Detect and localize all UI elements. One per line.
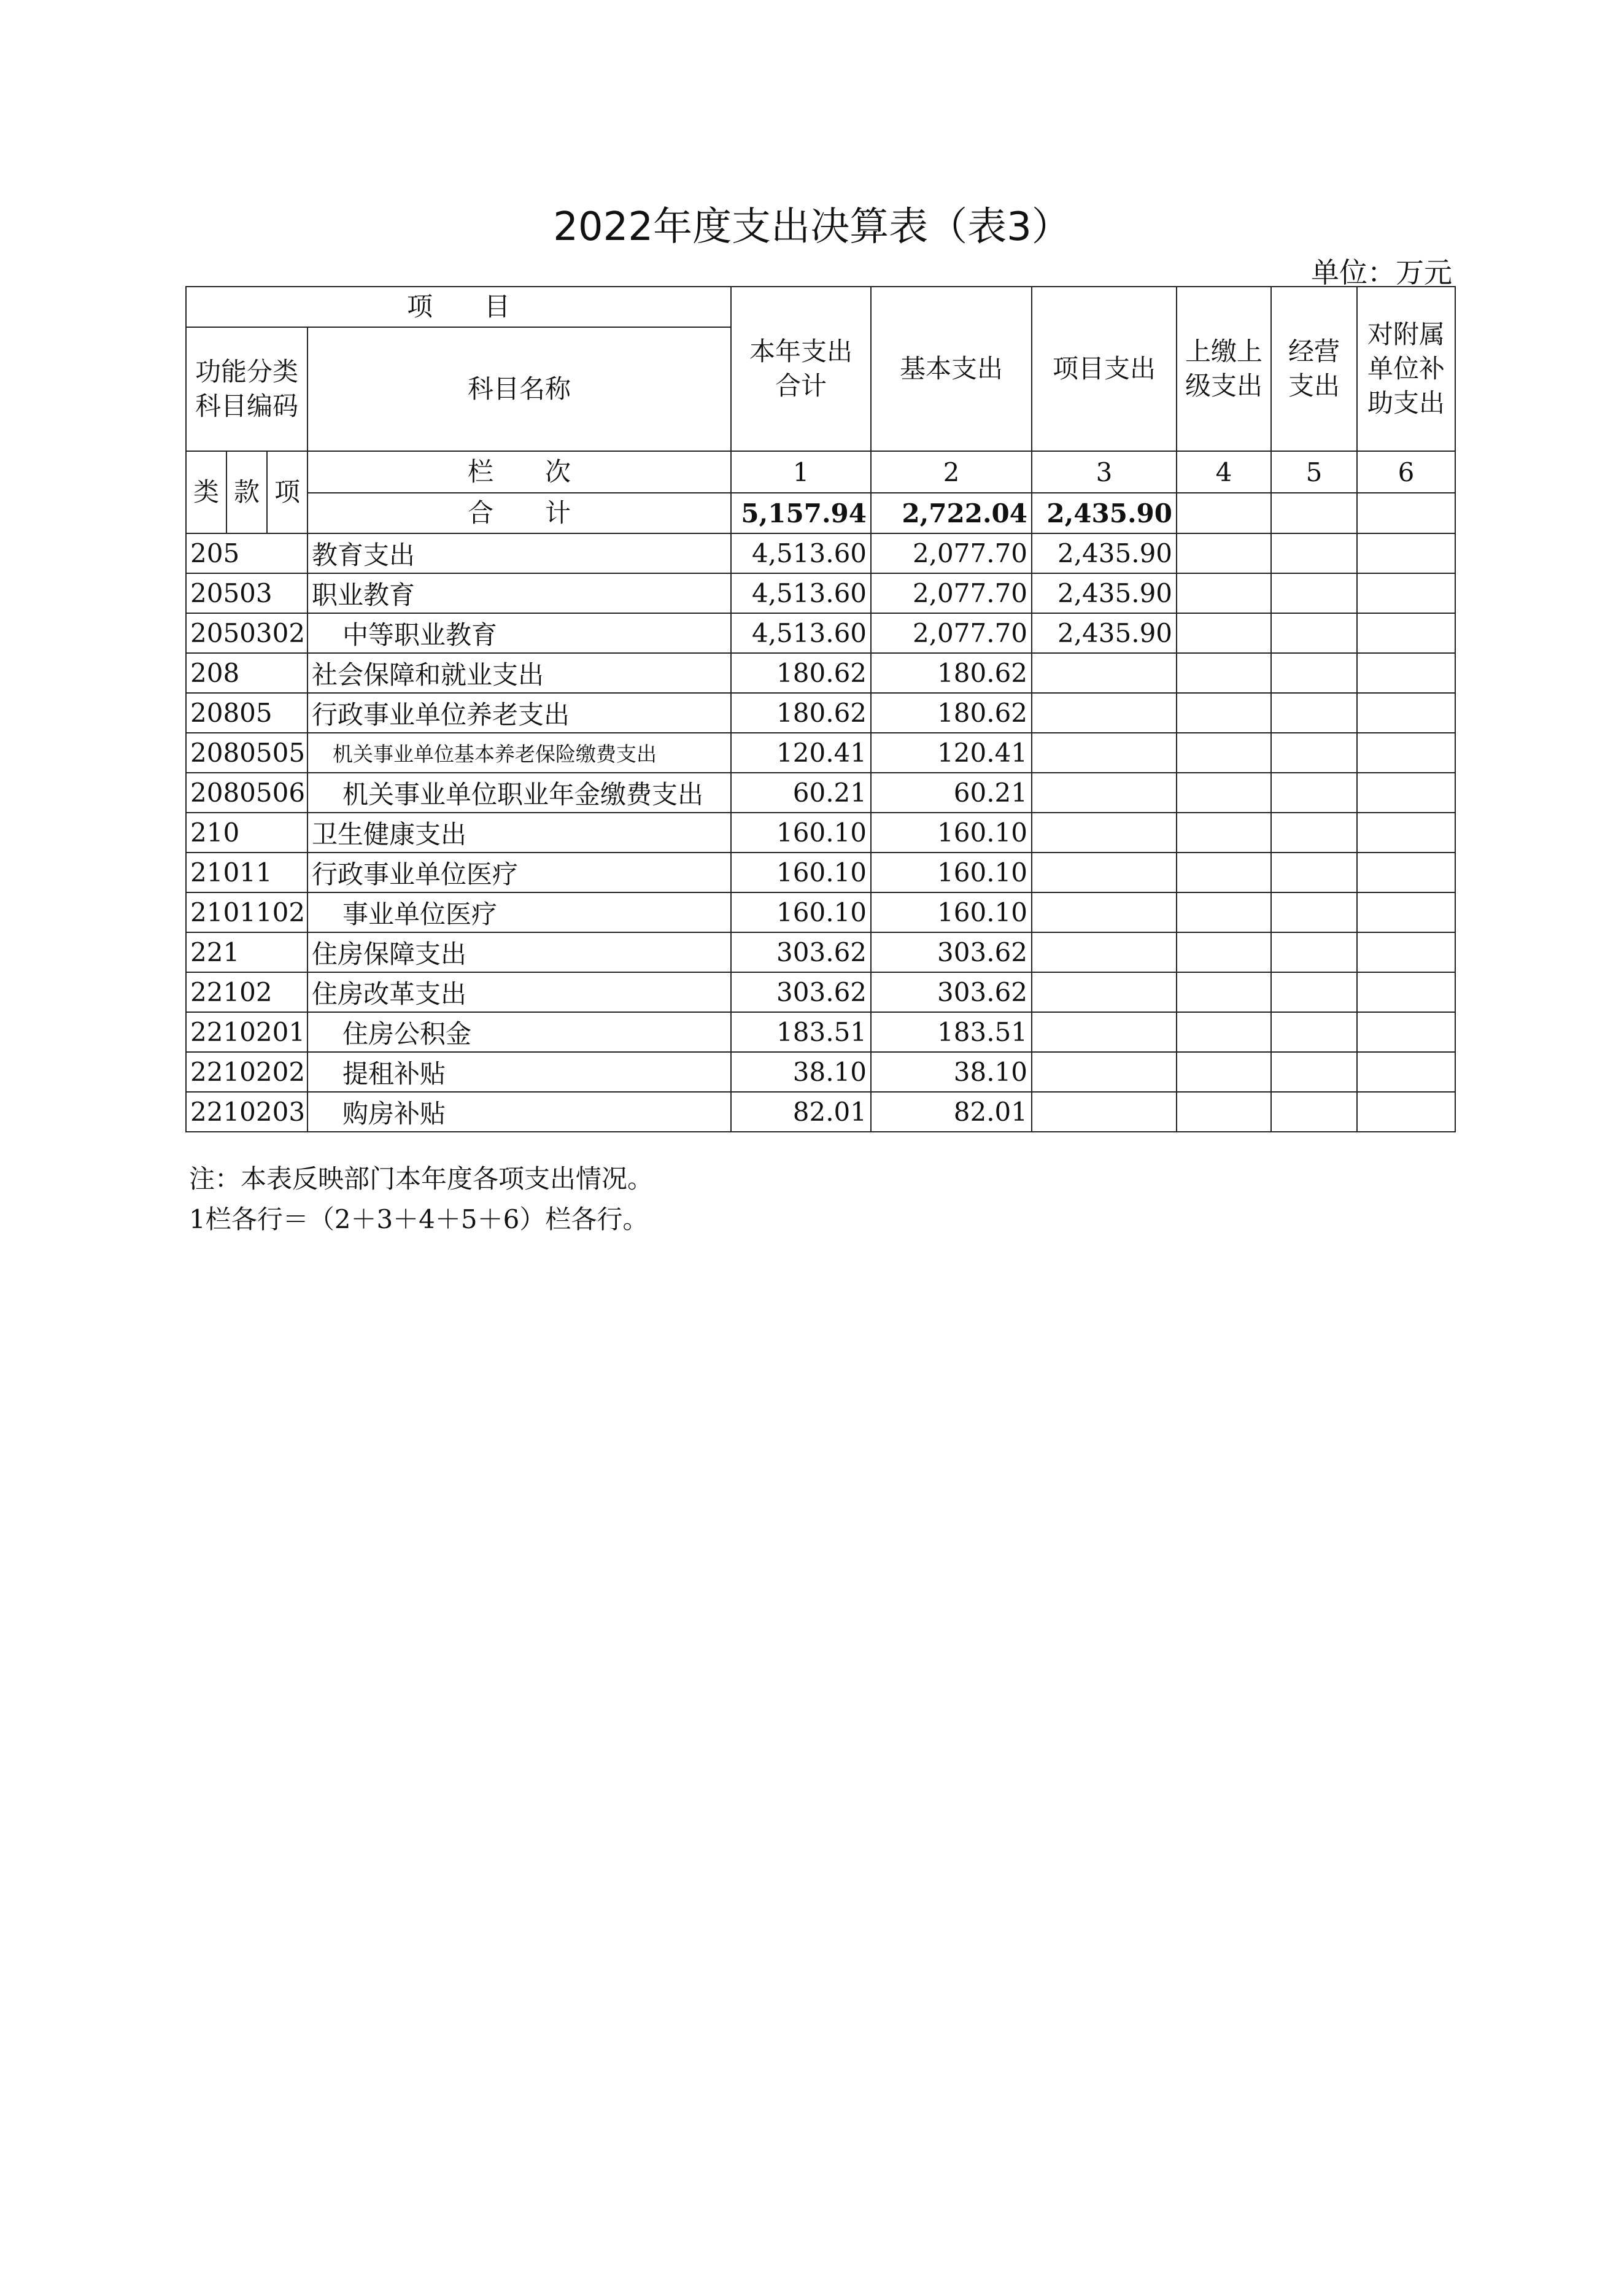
row-value: 2,435.90	[1032, 613, 1177, 653]
header-col-subsidy: 对附属 单位补 助支出	[1357, 287, 1455, 451]
row-value	[1271, 733, 1357, 773]
expenditure-table	[185, 286, 1456, 1132]
row-value: 303.62	[871, 932, 1032, 972]
row-value: 2,077.70	[871, 573, 1032, 613]
row-value	[1177, 533, 1271, 573]
row-value: 4,513.60	[731, 573, 871, 613]
row-value	[1357, 773, 1455, 813]
row-value	[1357, 733, 1455, 773]
table-row	[186, 613, 1455, 653]
row-value	[1177, 853, 1271, 892]
row-value	[1357, 613, 1455, 653]
row-value	[1271, 653, 1357, 693]
row-code: 2210201	[186, 1012, 307, 1052]
row-value: 180.62	[731, 653, 871, 693]
row-value	[1271, 1012, 1357, 1052]
row-value	[1032, 853, 1177, 892]
table-row	[186, 773, 1455, 813]
total-value	[1271, 493, 1357, 533]
row-value	[1032, 972, 1177, 1012]
row-code: 2210202	[186, 1052, 307, 1092]
row-value	[1357, 693, 1455, 733]
row-code: 2080506	[186, 773, 307, 813]
row-value	[1177, 1052, 1271, 1092]
row-code: 205	[186, 533, 307, 573]
table-row	[186, 853, 1455, 892]
table-row	[186, 573, 1455, 613]
row-value	[1357, 533, 1455, 573]
row-name: 机关事业单位职业年金缴费支出	[307, 773, 731, 813]
row-value	[1271, 813, 1357, 853]
row-value	[1271, 773, 1357, 813]
table-row	[186, 653, 1455, 693]
row-value: 303.62	[731, 932, 871, 972]
row-value	[1177, 613, 1271, 653]
row-value	[1177, 932, 1271, 972]
row-value: 160.10	[871, 813, 1032, 853]
header-col-project: 项目支出	[1032, 287, 1177, 451]
total-label: 合 计	[307, 493, 731, 533]
row-name: 中等职业教育	[307, 613, 731, 653]
row-value	[1177, 972, 1271, 1012]
row-value: 82.01	[871, 1092, 1032, 1132]
table-row	[186, 813, 1455, 853]
table-row	[186, 733, 1455, 773]
row-value	[1032, 1092, 1177, 1132]
header-func-code: 功能分类 科目编码	[186, 327, 307, 451]
row-value	[1177, 892, 1271, 932]
header-lanci: 栏 次	[307, 451, 731, 493]
header-lei: 类	[186, 451, 226, 533]
col-number: 6	[1357, 451, 1455, 493]
row-value: 2,435.90	[1032, 533, 1177, 573]
col-number: 4	[1177, 451, 1271, 493]
header-kuan: 款	[226, 451, 267, 533]
row-value	[1271, 892, 1357, 932]
row-value	[1357, 653, 1455, 693]
row-name: 职业教育	[307, 573, 731, 613]
row-value: 120.41	[871, 733, 1032, 773]
row-value: 303.62	[871, 972, 1032, 1012]
col-number: 1	[731, 451, 871, 493]
header-project: 项 目	[186, 287, 731, 327]
note-line: 注：本表反映部门本年度各项支出情况。	[189, 1164, 654, 1194]
row-name: 住房保障支出	[307, 932, 731, 972]
row-code: 210	[186, 813, 307, 853]
row-value	[1357, 573, 1455, 613]
row-code: 2050302	[186, 613, 307, 653]
row-value	[1357, 1092, 1455, 1132]
row-value	[1032, 653, 1177, 693]
row-value: 160.10	[731, 892, 871, 932]
row-value: 303.62	[731, 972, 871, 1012]
header-col-total: 本年支出 合计	[731, 287, 871, 451]
table-row	[186, 533, 1455, 573]
header-col-upper: 上缴上 级支出	[1177, 287, 1271, 451]
row-value	[1032, 892, 1177, 932]
table-notes	[189, 1159, 653, 1240]
row-value	[1271, 613, 1357, 653]
row-value	[1032, 693, 1177, 733]
row-value: 2,435.90	[1032, 573, 1177, 613]
row-value: 4,513.60	[731, 613, 871, 653]
row-value	[1271, 533, 1357, 573]
header-subject-name: 科目名称	[307, 327, 731, 451]
total-value	[1357, 493, 1455, 533]
header-col-basic: 基本支出	[871, 287, 1032, 451]
row-value: 160.10	[731, 853, 871, 892]
row-value	[1032, 932, 1177, 972]
row-code: 208	[186, 653, 307, 693]
row-value	[1271, 932, 1357, 972]
row-value	[1177, 1092, 1271, 1132]
row-value	[1177, 813, 1271, 853]
row-name: 住房公积金	[307, 1012, 731, 1052]
note-line: 1栏各行＝（2＋3＋4＋5＋6）栏各行。	[189, 1204, 649, 1234]
header-col-business: 经营 支出	[1271, 287, 1357, 451]
row-value: 2,077.70	[871, 613, 1032, 653]
row-value: 38.10	[731, 1052, 871, 1092]
row-name: 提租补贴	[307, 1052, 731, 1092]
row-name: 行政事业单位养老支出	[307, 693, 731, 733]
row-value: 180.62	[731, 693, 871, 733]
row-value	[1271, 1052, 1357, 1092]
row-value: 2,077.70	[871, 533, 1032, 573]
row-value	[1357, 853, 1455, 892]
row-code: 20503	[186, 573, 307, 613]
row-value	[1032, 733, 1177, 773]
row-value	[1177, 653, 1271, 693]
row-name: 机关事业单位基本养老保险缴费支出	[307, 733, 731, 773]
row-value	[1357, 932, 1455, 972]
row-value: 160.10	[871, 853, 1032, 892]
row-value: 82.01	[731, 1092, 871, 1132]
table-row	[186, 892, 1455, 932]
table-row	[186, 1052, 1455, 1092]
row-value: 160.10	[871, 892, 1032, 932]
row-code: 221	[186, 932, 307, 972]
row-value: 180.62	[871, 653, 1032, 693]
row-value	[1032, 773, 1177, 813]
table-row	[186, 932, 1455, 972]
row-value: 60.21	[871, 773, 1032, 813]
total-value: 2,435.90	[1032, 493, 1177, 533]
row-code: 2210203	[186, 1092, 307, 1132]
row-name: 购房补贴	[307, 1092, 731, 1132]
row-value	[1271, 693, 1357, 733]
row-value	[1177, 693, 1271, 733]
row-value: 38.10	[871, 1052, 1032, 1092]
col-number: 3	[1032, 451, 1177, 493]
row-value	[1177, 573, 1271, 613]
row-name: 行政事业单位医疗	[307, 853, 731, 892]
table-row	[186, 972, 1455, 1012]
row-value: 60.21	[731, 773, 871, 813]
row-name: 社会保障和就业支出	[307, 653, 731, 693]
total-value	[1177, 493, 1271, 533]
total-value: 2,722.04	[871, 493, 1032, 533]
row-value	[1271, 853, 1357, 892]
col-number: 2	[871, 451, 1032, 493]
total-value: 5,157.94	[731, 493, 871, 533]
row-name: 事业单位医疗	[307, 892, 731, 932]
row-value	[1271, 1092, 1357, 1132]
row-code: 22102	[186, 972, 307, 1012]
row-name: 卫生健康支出	[307, 813, 731, 853]
row-code: 21011	[186, 853, 307, 892]
row-value	[1357, 1052, 1455, 1092]
header-xiang: 项	[267, 451, 307, 533]
row-value: 180.62	[871, 693, 1032, 733]
row-name: 教育支出	[307, 533, 731, 573]
row-value	[1357, 1012, 1455, 1052]
row-value: 120.41	[731, 733, 871, 773]
page-title: 2022年度支出决算表（表3）	[553, 204, 1071, 250]
row-value: 183.51	[731, 1012, 871, 1052]
row-value	[1032, 813, 1177, 853]
row-value: 4,513.60	[731, 533, 871, 573]
row-value	[1177, 1012, 1271, 1052]
row-value	[1177, 773, 1271, 813]
row-value	[1357, 813, 1455, 853]
row-code: 2080505	[186, 733, 307, 773]
row-value	[1271, 573, 1357, 613]
row-code: 2101102	[186, 892, 307, 932]
table-row	[186, 1092, 1455, 1132]
row-value	[1032, 1052, 1177, 1092]
row-value	[1177, 733, 1271, 773]
table-row	[186, 693, 1455, 733]
row-value	[1357, 972, 1455, 1012]
row-value: 183.51	[871, 1012, 1032, 1052]
row-value	[1357, 892, 1455, 932]
row-value	[1271, 972, 1357, 1012]
row-name: 住房改革支出	[307, 972, 731, 1012]
row-value: 160.10	[731, 813, 871, 853]
row-value	[1032, 1012, 1177, 1052]
table-row	[186, 1012, 1455, 1052]
unit-label: 单位：万元	[1311, 256, 1452, 289]
row-code: 20805	[186, 693, 307, 733]
col-number: 5	[1271, 451, 1357, 493]
